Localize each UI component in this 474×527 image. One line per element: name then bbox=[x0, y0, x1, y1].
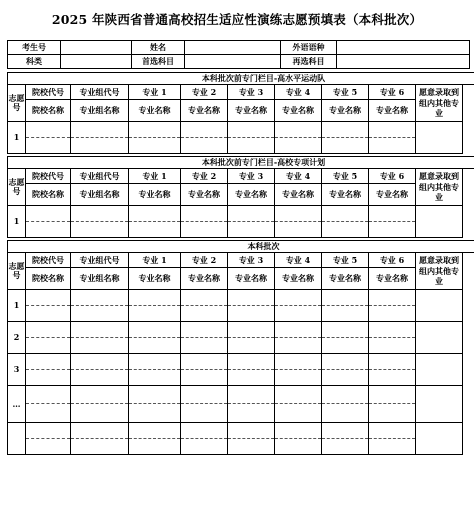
major-name-header: 专业名称 bbox=[181, 100, 228, 122]
entry-cell[interactable] bbox=[181, 222, 228, 238]
choice-number-header: 志愿号 bbox=[8, 169, 26, 206]
entry-cell[interactable] bbox=[181, 122, 228, 138]
adjust-willing-header: 愿意录取到组内其他专业 bbox=[416, 253, 463, 290]
group-name-header: 专业组名称 bbox=[71, 268, 129, 290]
name-label: 姓名 bbox=[132, 41, 185, 55]
entry-cell[interactable] bbox=[129, 338, 181, 354]
major-name-header: 专业名称 bbox=[181, 268, 228, 290]
entry-cell[interactable] bbox=[275, 306, 322, 322]
entry-cell[interactable] bbox=[181, 290, 228, 306]
adjust-willing-header: 愿意录取到组内其他专业 bbox=[416, 85, 463, 122]
adjust-willing-cell[interactable] bbox=[416, 322, 463, 354]
entry-cell[interactable] bbox=[322, 206, 369, 222]
entry-cell[interactable] bbox=[129, 404, 181, 423]
entry-cell[interactable] bbox=[228, 138, 275, 154]
choice-number: 1 bbox=[8, 290, 26, 322]
major-1-header: 专业 1 bbox=[129, 169, 181, 184]
sports-team-section bbox=[7, 72, 474, 154]
entry-cell[interactable] bbox=[181, 404, 228, 423]
choice-number: 2 bbox=[8, 322, 26, 354]
entry-cell[interactable] bbox=[26, 423, 71, 439]
entry-cell[interactable] bbox=[71, 386, 129, 404]
entry-cell[interactable] bbox=[369, 386, 416, 404]
adjust-willing-cell[interactable] bbox=[416, 290, 463, 322]
entry-cell[interactable] bbox=[71, 404, 129, 423]
group-code-header: 专业组代号 bbox=[71, 253, 129, 268]
entry-cell[interactable] bbox=[71, 222, 129, 238]
name-field[interactable] bbox=[185, 41, 281, 55]
entry-cell[interactable] bbox=[26, 290, 71, 306]
entry-cell[interactable] bbox=[26, 122, 71, 138]
entry-cell[interactable] bbox=[228, 206, 275, 222]
major-4-header: 专业 4 bbox=[275, 85, 322, 100]
entry-cell[interactable] bbox=[26, 404, 71, 423]
major-6-header: 专业 6 bbox=[369, 85, 416, 100]
foreign-language-label: 外语语种 bbox=[281, 41, 337, 55]
first-subject-field[interactable] bbox=[185, 55, 281, 69]
major-name-header: 专业名称 bbox=[181, 184, 228, 206]
entry-cell[interactable] bbox=[369, 306, 416, 322]
entry-cell[interactable] bbox=[322, 138, 369, 154]
entry-cell[interactable] bbox=[275, 122, 322, 138]
entry-cell[interactable] bbox=[369, 222, 416, 238]
entry-cell[interactable] bbox=[369, 354, 416, 370]
first-subject-label: 首选科目 bbox=[132, 55, 185, 69]
major-2-header: 专业 2 bbox=[181, 169, 228, 184]
entry-cell[interactable] bbox=[26, 370, 71, 386]
entry-cell[interactable] bbox=[275, 423, 322, 439]
candidate-info-table bbox=[7, 40, 470, 69]
major-1-header: 专业 1 bbox=[129, 85, 181, 100]
entry-cell[interactable] bbox=[228, 370, 275, 386]
major-name-header: 专业名称 bbox=[369, 184, 416, 206]
entry-cell[interactable] bbox=[369, 290, 416, 306]
entry-cell[interactable] bbox=[275, 404, 322, 423]
entry-cell[interactable] bbox=[369, 370, 416, 386]
entry-cell[interactable] bbox=[322, 370, 369, 386]
major-name-header: 专业名称 bbox=[275, 268, 322, 290]
group-code-header: 专业组代号 bbox=[71, 85, 129, 100]
entry-cell[interactable] bbox=[322, 439, 369, 455]
major-name-header: 专业名称 bbox=[129, 184, 181, 206]
adjust-willing-cell[interactable] bbox=[416, 206, 463, 238]
entry-cell[interactable] bbox=[369, 439, 416, 455]
entry-cell[interactable] bbox=[129, 439, 181, 455]
school-name-header: 院校名称 bbox=[26, 100, 71, 122]
entry-cell[interactable] bbox=[26, 206, 71, 222]
school-code-header: 院校代号 bbox=[26, 169, 71, 184]
entry-cell[interactable] bbox=[322, 404, 369, 423]
entry-cell[interactable] bbox=[369, 338, 416, 354]
entry-cell[interactable] bbox=[275, 322, 322, 338]
entry-cell[interactable] bbox=[228, 404, 275, 423]
adjust-willing-header: 愿意录取到组内其他专业 bbox=[416, 169, 463, 206]
major-4-header: 专业 4 bbox=[275, 169, 322, 184]
major-5-header: 专业 5 bbox=[322, 253, 369, 268]
entry-cell[interactable] bbox=[275, 370, 322, 386]
entry-cell[interactable] bbox=[71, 138, 129, 154]
entry-cell[interactable] bbox=[322, 338, 369, 354]
major-name-header: 专业名称 bbox=[275, 100, 322, 122]
entry-cell[interactable] bbox=[275, 354, 322, 370]
entry-cell[interactable] bbox=[228, 322, 275, 338]
choice-number-header: 志愿号 bbox=[8, 253, 26, 290]
major-5-header: 专业 5 bbox=[322, 169, 369, 184]
choice-number: 1 bbox=[8, 122, 26, 154]
entry-cell[interactable] bbox=[129, 322, 181, 338]
entry-cell[interactable] bbox=[181, 354, 228, 370]
entry-cell[interactable] bbox=[71, 370, 129, 386]
entry-cell[interactable] bbox=[71, 290, 129, 306]
entry-cell[interactable] bbox=[181, 338, 228, 354]
entry-cell[interactable] bbox=[181, 370, 228, 386]
entry-cell[interactable] bbox=[71, 306, 129, 322]
major-name-header: 专业名称 bbox=[322, 268, 369, 290]
entry-cell[interactable] bbox=[129, 222, 181, 238]
entry-cell[interactable] bbox=[228, 222, 275, 238]
major-2-header: 专业 2 bbox=[181, 85, 228, 100]
entry-cell[interactable] bbox=[322, 354, 369, 370]
candidate-no-label: 考生号 bbox=[8, 41, 61, 55]
entry-cell[interactable] bbox=[228, 439, 275, 455]
second-subject-field[interactable] bbox=[337, 55, 470, 69]
entry-cell[interactable] bbox=[275, 222, 322, 238]
entry-cell[interactable] bbox=[322, 322, 369, 338]
entry-cell[interactable] bbox=[129, 423, 181, 439]
major-name-header: 专业名称 bbox=[275, 184, 322, 206]
entry-cell[interactable] bbox=[228, 122, 275, 138]
entry-cell[interactable] bbox=[322, 423, 369, 439]
entry-cell[interactable] bbox=[275, 290, 322, 306]
section-title: 本科批次前专门栏目-高水平运动队 bbox=[8, 73, 474, 85]
entry-cell[interactable] bbox=[129, 370, 181, 386]
entry-cell[interactable] bbox=[129, 354, 181, 370]
entry-cell[interactable] bbox=[322, 122, 369, 138]
subject-type-field[interactable] bbox=[61, 55, 132, 69]
major-name-header: 专业名称 bbox=[228, 184, 275, 206]
major-3-header: 专业 3 bbox=[228, 85, 275, 100]
major-name-header: 专业名称 bbox=[369, 268, 416, 290]
entry-cell[interactable] bbox=[275, 206, 322, 222]
school-code-header: 院校代号 bbox=[26, 253, 71, 268]
section-title: 本科批次 bbox=[8, 241, 474, 253]
school-name-header: 院校名称 bbox=[26, 184, 71, 206]
entry-cell[interactable] bbox=[26, 338, 71, 354]
foreign-language-field[interactable] bbox=[337, 41, 470, 55]
group-name-header: 专业组名称 bbox=[71, 100, 129, 122]
candidate-no-field[interactable] bbox=[61, 41, 132, 55]
major-name-header: 专业名称 bbox=[322, 100, 369, 122]
entry-cell[interactable] bbox=[26, 386, 71, 404]
entry-cell[interactable] bbox=[129, 122, 181, 138]
entry-cell[interactable] bbox=[129, 138, 181, 154]
second-subject-label: 再选科目 bbox=[281, 55, 337, 69]
major-3-header: 专业 3 bbox=[228, 253, 275, 268]
major-5-header: 专业 5 bbox=[322, 85, 369, 100]
entry-cell[interactable] bbox=[26, 322, 71, 338]
entry-cell[interactable] bbox=[275, 386, 322, 404]
entry-cell[interactable] bbox=[71, 322, 129, 338]
entry-cell[interactable] bbox=[322, 222, 369, 238]
choice-number: … bbox=[8, 386, 26, 423]
entry-cell[interactable] bbox=[26, 439, 71, 455]
entry-cell[interactable] bbox=[228, 338, 275, 354]
entry-cell[interactable] bbox=[181, 206, 228, 222]
entry-cell[interactable] bbox=[322, 386, 369, 404]
entry-cell[interactable] bbox=[181, 423, 228, 439]
entry-cell[interactable] bbox=[228, 306, 275, 322]
entry-cell[interactable] bbox=[26, 138, 71, 154]
entry-cell[interactable] bbox=[129, 386, 181, 404]
entry-cell[interactable] bbox=[369, 322, 416, 338]
major-3-header: 专业 3 bbox=[228, 169, 275, 184]
major-name-header: 专业名称 bbox=[228, 268, 275, 290]
entry-cell[interactable] bbox=[129, 306, 181, 322]
entry-cell[interactable] bbox=[181, 138, 228, 154]
adjust-willing-cell[interactable] bbox=[416, 386, 463, 423]
entry-cell[interactable] bbox=[181, 386, 228, 404]
entry-cell[interactable] bbox=[129, 290, 181, 306]
major-name-header: 专业名称 bbox=[129, 268, 181, 290]
choice-number: 3 bbox=[8, 354, 26, 386]
major-1-header: 专业 1 bbox=[129, 253, 181, 268]
entry-cell[interactable] bbox=[369, 138, 416, 154]
choice-number: 1 bbox=[8, 206, 26, 238]
adjust-willing-cell[interactable] bbox=[416, 122, 463, 154]
major-name-header: 专业名称 bbox=[369, 100, 416, 122]
entry-cell[interactable] bbox=[71, 354, 129, 370]
subject-type-label: 科类 bbox=[8, 55, 61, 69]
special-plan-section bbox=[7, 156, 474, 238]
entry-cell[interactable] bbox=[181, 322, 228, 338]
adjust-willing-cell[interactable] bbox=[416, 423, 463, 455]
adjust-willing-cell[interactable] bbox=[416, 354, 463, 386]
entry-cell[interactable] bbox=[275, 338, 322, 354]
group-code-header: 专业组代号 bbox=[71, 169, 129, 184]
entry-cell[interactable] bbox=[369, 122, 416, 138]
choice-number bbox=[8, 423, 26, 455]
major-2-header: 专业 2 bbox=[181, 253, 228, 268]
entry-cell[interactable] bbox=[71, 206, 129, 222]
entry-cell[interactable] bbox=[369, 404, 416, 423]
entry-cell[interactable] bbox=[181, 439, 228, 455]
entry-cell[interactable] bbox=[228, 423, 275, 439]
choice-number-header: 志愿号 bbox=[8, 85, 26, 122]
entry-cell[interactable] bbox=[129, 206, 181, 222]
entry-cell[interactable] bbox=[26, 222, 71, 238]
major-4-header: 专业 4 bbox=[275, 253, 322, 268]
entry-cell[interactable] bbox=[26, 354, 71, 370]
major-name-header: 专业名称 bbox=[129, 100, 181, 122]
major-name-header: 专业名称 bbox=[228, 100, 275, 122]
entry-cell[interactable] bbox=[322, 290, 369, 306]
major-name-header: 专业名称 bbox=[322, 184, 369, 206]
section-title: 本科批次前专门栏目-高校专项计划 bbox=[8, 157, 474, 169]
major-6-header: 专业 6 bbox=[369, 169, 416, 184]
major-6-header: 专业 6 bbox=[369, 253, 416, 268]
entry-cell[interactable] bbox=[26, 306, 71, 322]
entry-cell[interactable] bbox=[322, 306, 369, 322]
entry-cell[interactable] bbox=[228, 386, 275, 404]
entry-cell[interactable] bbox=[71, 423, 129, 439]
entry-cell[interactable] bbox=[369, 206, 416, 222]
school-name-header: 院校名称 bbox=[26, 268, 71, 290]
entry-cell[interactable] bbox=[71, 338, 129, 354]
entry-cell[interactable] bbox=[228, 354, 275, 370]
entry-cell[interactable] bbox=[275, 138, 322, 154]
entry-cell[interactable] bbox=[71, 439, 129, 455]
page-title: 2025 年陕西省普通高校招生适应性演练志愿预填表（本科批次） bbox=[51, 12, 423, 27]
entry-cell[interactable] bbox=[228, 290, 275, 306]
group-name-header: 专业组名称 bbox=[71, 184, 129, 206]
entry-cell[interactable] bbox=[71, 122, 129, 138]
entry-cell[interactable] bbox=[369, 423, 416, 439]
entry-cell[interactable] bbox=[275, 439, 322, 455]
entry-cell[interactable] bbox=[181, 306, 228, 322]
school-code-header: 院校代号 bbox=[26, 85, 71, 100]
undergraduate-section bbox=[7, 240, 474, 455]
